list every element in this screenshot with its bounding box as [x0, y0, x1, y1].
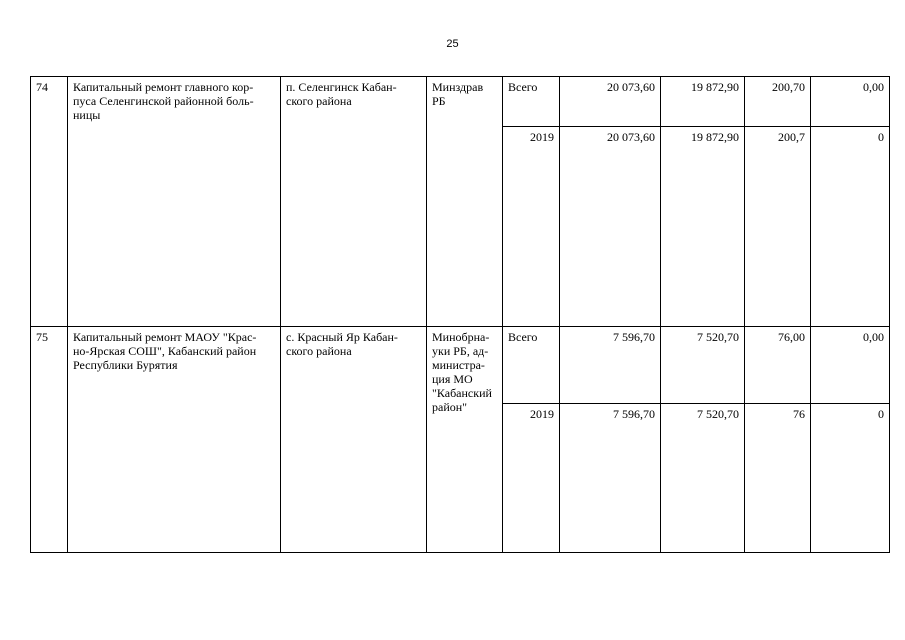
- regional-cell: 200,7: [745, 127, 811, 327]
- project-customer: Минобрна- уки РБ, ад- министра- ция МО "Кабанский район": [427, 327, 503, 553]
- regional-cell: 76,00: [745, 327, 811, 404]
- table-row: [31, 327, 890, 404]
- total-cell: 20 073,60: [560, 127, 661, 327]
- period-cell: 2019: [503, 127, 560, 327]
- local-cell: 0: [811, 127, 890, 327]
- project-name: Капитальный ремонт главного кор- пуса Селенгинской районной боль- ницы: [68, 77, 281, 327]
- period-cell: 2019: [503, 404, 560, 553]
- period-cell: Всего: [503, 77, 560, 127]
- project-customer: Минздрав РБ: [427, 77, 503, 327]
- regional-cell: 200,70: [745, 77, 811, 127]
- total-cell: 7 596,70: [560, 404, 661, 553]
- table-row: [31, 77, 890, 127]
- local-cell: 0,00: [811, 327, 890, 404]
- project-name: Капитальный ремонт МАОУ "Крас- но-Ярская СОШ", Кабанский район Республики Бурятия: [68, 327, 281, 553]
- local-cell: 0,00: [811, 77, 890, 127]
- federal-cell: 7 520,70: [661, 404, 745, 553]
- total-cell: 20 073,60: [560, 77, 661, 127]
- federal-cell: 19 872,90: [661, 77, 745, 127]
- row-number: 75: [31, 327, 68, 553]
- total-cell: 7 596,70: [560, 327, 661, 404]
- project-location: п. Селенгинск Кабан- ского района: [281, 77, 427, 327]
- project-table: [30, 76, 890, 553]
- local-cell: 0: [811, 404, 890, 553]
- federal-cell: 19 872,90: [661, 127, 745, 327]
- federal-cell: 7 520,70: [661, 327, 745, 404]
- regional-cell: 76: [745, 404, 811, 553]
- page-number: 25: [446, 38, 459, 50]
- project-location: с. Красный Яр Кабан- ского района: [281, 327, 427, 553]
- row-number: 74: [31, 77, 68, 327]
- period-cell: Всего: [503, 327, 560, 404]
